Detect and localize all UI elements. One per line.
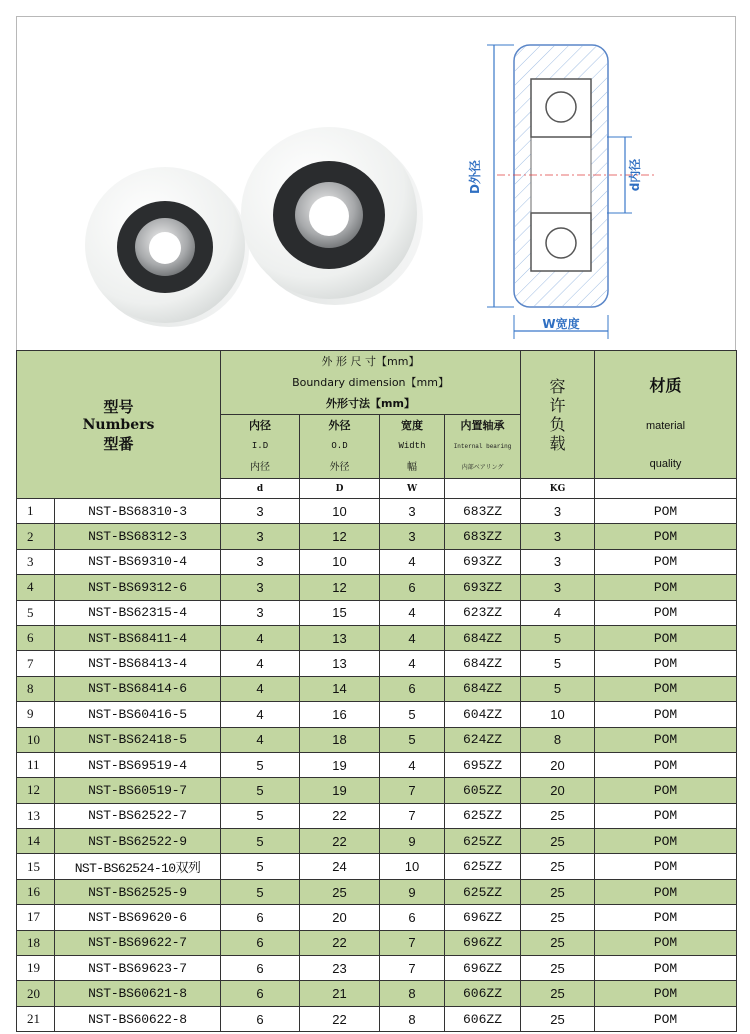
row-inner-diameter: 4	[221, 727, 300, 752]
row-load: 25	[521, 854, 595, 879]
row-material: POM	[595, 956, 737, 981]
row-width: 5	[380, 702, 445, 727]
header-id	[221, 415, 300, 479]
row-index: 6	[17, 625, 55, 650]
row-width: 4	[380, 625, 445, 650]
row-index: 18	[17, 930, 55, 955]
row-load: 20	[521, 778, 595, 803]
row-load: 25	[521, 930, 595, 955]
row-width: 4	[380, 549, 445, 574]
row-model: NST-BS60621-8	[55, 981, 221, 1006]
row-outer-diameter: 13	[300, 625, 380, 650]
header-id-jp: 内径	[250, 462, 270, 473]
row-material: POM	[595, 905, 737, 930]
row-bearing: 605ZZ	[445, 778, 521, 803]
row-model: NST-BS60622-8	[55, 1006, 221, 1031]
row-index: 4	[17, 575, 55, 600]
row-width: 9	[380, 879, 445, 904]
row-width: 5	[380, 727, 445, 752]
row-index: 2	[17, 524, 55, 549]
row-width: 8	[380, 981, 445, 1006]
row-inner-diameter: 5	[221, 778, 300, 803]
header-od	[300, 415, 380, 479]
row-model: NST-BS68413-4	[55, 651, 221, 676]
row-load: 25	[521, 879, 595, 904]
header-dimension-jp: 外形寸法【mm】	[326, 397, 415, 410]
header-bearing-cn: 内置轴承	[460, 419, 505, 432]
row-outer-diameter: 21	[300, 981, 380, 1006]
table-row	[17, 752, 737, 777]
row-model: NST-BS62315-4	[55, 600, 221, 625]
row-inner-diameter: 4	[221, 651, 300, 676]
row-outer-diameter: 13	[300, 651, 380, 676]
row-inner-diameter: 6	[221, 930, 300, 955]
header-model	[17, 351, 221, 499]
row-outer-diameter: 24	[300, 854, 380, 879]
row-bearing: 683ZZ	[445, 524, 521, 549]
row-inner-diameter: 3	[221, 575, 300, 600]
row-material: POM	[595, 549, 737, 574]
row-index: 20	[17, 981, 55, 1006]
row-outer-diameter: 23	[300, 956, 380, 981]
row-outer-diameter: 12	[300, 575, 380, 600]
row-bearing: 696ZZ	[445, 905, 521, 930]
label-outer-diameter: D外径	[468, 160, 482, 194]
row-material: POM	[595, 625, 737, 650]
table-row	[17, 778, 737, 803]
row-load: 3	[521, 524, 595, 549]
row-bearing: 684ZZ	[445, 651, 521, 676]
row-load: 3	[521, 549, 595, 574]
header-model-jp: 型番	[103, 434, 134, 453]
row-index: 1	[17, 499, 55, 524]
row-width: 10	[380, 854, 445, 879]
table-row	[17, 549, 737, 574]
row-inner-diameter: 3	[221, 524, 300, 549]
row-outer-diameter: 19	[300, 778, 380, 803]
row-index: 21	[17, 1006, 55, 1031]
row-model: NST-BS62524-10双列	[55, 854, 221, 879]
table-row	[17, 1006, 737, 1031]
row-outer-diameter: 15	[300, 600, 380, 625]
label-width: W宽度	[542, 317, 580, 331]
table-row	[17, 499, 737, 524]
row-material: POM	[595, 575, 737, 600]
row-index: 15	[17, 854, 55, 879]
header-dimension-cn: 外 形 尺 寸【mm】	[321, 355, 420, 368]
row-bearing: 683ZZ	[445, 499, 521, 524]
row-model: NST-BS62525-9	[55, 879, 221, 904]
table-row	[17, 600, 737, 625]
header-width-jp: 幅	[407, 462, 417, 473]
table-row	[17, 702, 737, 727]
row-index: 3	[17, 549, 55, 574]
row-outer-diameter: 22	[300, 1006, 380, 1031]
header-material-cn: 材质	[649, 376, 682, 395]
wheel-photo-large	[241, 127, 423, 305]
header-width-en: Width	[398, 441, 426, 451]
row-model: NST-BS60519-7	[55, 778, 221, 803]
header-symbol-material	[595, 479, 737, 499]
row-index: 12	[17, 778, 55, 803]
product-illustration	[17, 17, 737, 351]
table-row	[17, 651, 737, 676]
row-model: NST-BS62522-7	[55, 803, 221, 828]
row-bearing: 624ZZ	[445, 727, 521, 752]
row-load: 10	[521, 702, 595, 727]
row-model: NST-BS69622-7	[55, 930, 221, 955]
row-model: NST-BS62418-5	[55, 727, 221, 752]
row-index: 19	[17, 956, 55, 981]
row-width: 8	[380, 1006, 445, 1031]
row-bearing: 625ZZ	[445, 854, 521, 879]
row-width: 4	[380, 600, 445, 625]
row-material: POM	[595, 981, 737, 1006]
row-inner-diameter: 3	[221, 499, 300, 524]
row-material: POM	[595, 702, 737, 727]
table-row	[17, 575, 737, 600]
header-symbol-W: W	[380, 479, 445, 499]
table-row	[17, 803, 737, 828]
row-inner-diameter: 4	[221, 676, 300, 701]
row-bearing: 696ZZ	[445, 956, 521, 981]
table-row	[17, 879, 737, 904]
row-model: NST-BS68312-3	[55, 524, 221, 549]
row-load: 25	[521, 803, 595, 828]
row-outer-diameter: 22	[300, 829, 380, 854]
header-symbol-D: D	[300, 479, 380, 499]
wheel-photo-small	[85, 167, 249, 327]
table-row	[17, 905, 737, 930]
row-outer-diameter: 12	[300, 524, 380, 549]
row-outer-diameter: 10	[300, 499, 380, 524]
table-row	[17, 676, 737, 701]
header-width-cn: 宽度	[401, 419, 423, 432]
row-width: 3	[380, 524, 445, 549]
row-width: 3	[380, 499, 445, 524]
row-inner-diameter: 5	[221, 752, 300, 777]
row-bearing: 606ZZ	[445, 1006, 521, 1031]
row-material: POM	[595, 676, 737, 701]
row-width: 6	[380, 905, 445, 930]
row-index: 11	[17, 752, 55, 777]
row-outer-diameter: 20	[300, 905, 380, 930]
header-width	[380, 415, 445, 479]
row-load: 8	[521, 727, 595, 752]
row-width: 4	[380, 651, 445, 676]
row-width: 7	[380, 803, 445, 828]
header-od-jp: 外径	[329, 462, 350, 473]
row-inner-diameter: 3	[221, 600, 300, 625]
row-load: 25	[521, 905, 595, 930]
row-load: 20	[521, 752, 595, 777]
row-model: NST-BS68411-4	[55, 625, 221, 650]
row-bearing: 625ZZ	[445, 829, 521, 854]
row-outer-diameter: 10	[300, 549, 380, 574]
row-width: 7	[380, 778, 445, 803]
row-index: 5	[17, 600, 55, 625]
header-id-cn: 内径	[249, 419, 271, 432]
header-symbol-kg: KG	[521, 479, 595, 499]
header-load-text: 容许负载	[549, 376, 566, 453]
row-inner-diameter: 4	[221, 702, 300, 727]
row-outer-diameter: 22	[300, 930, 380, 955]
row-outer-diameter: 22	[300, 803, 380, 828]
row-index: 14	[17, 829, 55, 854]
row-inner-diameter: 6	[221, 905, 300, 930]
header-symbol-bearing	[445, 479, 521, 499]
row-material: POM	[595, 727, 737, 752]
product-image-panel	[16, 16, 736, 350]
table-row	[17, 956, 737, 981]
row-bearing: 684ZZ	[445, 676, 521, 701]
row-load: 5	[521, 676, 595, 701]
row-model: NST-BS68310-3	[55, 499, 221, 524]
row-bearing: 623ZZ	[445, 600, 521, 625]
header-symbol-d: d	[221, 479, 300, 499]
row-model: NST-BS69623-7	[55, 956, 221, 981]
row-bearing: 693ZZ	[445, 575, 521, 600]
row-index: 16	[17, 879, 55, 904]
header-od-en: O.D	[331, 441, 348, 451]
row-width: 6	[380, 676, 445, 701]
row-load: 4	[521, 600, 595, 625]
row-material: POM	[595, 879, 737, 904]
row-index: 9	[17, 702, 55, 727]
row-bearing: 696ZZ	[445, 930, 521, 955]
row-width: 7	[380, 930, 445, 955]
row-model: NST-BS69310-4	[55, 549, 221, 574]
row-load: 5	[521, 625, 595, 650]
header-model-cn: 型号	[103, 397, 134, 416]
spec-table	[16, 350, 737, 1032]
row-material: POM	[595, 803, 737, 828]
header-od-cn: 外径	[328, 419, 351, 432]
header-bearing-jp: 内部ベアリング	[461, 464, 504, 471]
row-width: 7	[380, 956, 445, 981]
row-width: 4	[380, 752, 445, 777]
row-width: 6	[380, 575, 445, 600]
row-bearing: 695ZZ	[445, 752, 521, 777]
header-dimension-en: Boundary dimension【mm】	[292, 376, 449, 389]
table-row	[17, 524, 737, 549]
table-row	[17, 930, 737, 955]
row-load: 25	[521, 981, 595, 1006]
row-load: 25	[521, 1006, 595, 1031]
row-outer-diameter: 16	[300, 702, 380, 727]
row-material: POM	[595, 854, 737, 879]
header-quality-en: quality	[649, 458, 682, 470]
row-inner-diameter: 6	[221, 956, 300, 981]
label-inner-diameter: d内径	[628, 158, 642, 192]
row-material: POM	[595, 600, 737, 625]
header-material-en: material	[645, 420, 686, 432]
table-row	[17, 727, 737, 752]
table-row	[17, 854, 737, 879]
cross-section-drawing	[467, 45, 657, 339]
row-bearing: 625ZZ	[445, 879, 521, 904]
row-outer-diameter: 19	[300, 752, 380, 777]
table-row	[17, 625, 737, 650]
row-inner-diameter: 6	[221, 1006, 300, 1031]
header-bearing	[445, 415, 521, 479]
row-index: 10	[17, 727, 55, 752]
table-row	[17, 829, 737, 854]
header-bearing-en: Internal bearing	[453, 443, 512, 450]
row-model: NST-BS60416-5	[55, 702, 221, 727]
row-model: NST-BS69312-6	[55, 575, 221, 600]
header-material	[595, 351, 737, 479]
row-model: NST-BS62522-9	[55, 829, 221, 854]
row-outer-diameter: 18	[300, 727, 380, 752]
row-bearing: 625ZZ	[445, 803, 521, 828]
table-row	[17, 981, 737, 1006]
row-index: 13	[17, 803, 55, 828]
row-inner-diameter: 6	[221, 981, 300, 1006]
row-material: POM	[595, 778, 737, 803]
row-material: POM	[595, 829, 737, 854]
row-inner-diameter: 5	[221, 854, 300, 879]
row-material: POM	[595, 524, 737, 549]
row-model: NST-BS69519-4	[55, 752, 221, 777]
row-bearing: 604ZZ	[445, 702, 521, 727]
row-load: 25	[521, 829, 595, 854]
row-load: 5	[521, 651, 595, 676]
row-material: POM	[595, 752, 737, 777]
row-material: POM	[595, 499, 737, 524]
row-material: POM	[595, 1006, 737, 1031]
row-inner-diameter: 4	[221, 625, 300, 650]
row-inner-diameter: 5	[221, 879, 300, 904]
row-material: POM	[595, 651, 737, 676]
row-inner-diameter: 3	[221, 549, 300, 574]
row-inner-diameter: 5	[221, 829, 300, 854]
row-index: 17	[17, 905, 55, 930]
row-outer-diameter: 25	[300, 879, 380, 904]
row-model: NST-BS68414-6	[55, 676, 221, 701]
row-material: POM	[595, 930, 737, 955]
header-load	[521, 351, 595, 479]
row-outer-diameter: 14	[300, 676, 380, 701]
row-bearing: 693ZZ	[445, 549, 521, 574]
row-load: 3	[521, 499, 595, 524]
row-index: 8	[17, 676, 55, 701]
row-load: 3	[521, 575, 595, 600]
header-dimension	[221, 351, 521, 415]
row-index: 7	[17, 651, 55, 676]
row-width: 9	[380, 829, 445, 854]
row-bearing: 684ZZ	[445, 625, 521, 650]
header-id-en: I.D	[251, 441, 269, 451]
row-bearing: 606ZZ	[445, 981, 521, 1006]
row-load: 25	[521, 956, 595, 981]
row-inner-diameter: 5	[221, 803, 300, 828]
header-model-en: Numbers	[82, 416, 155, 433]
row-model: NST-BS69620-6	[55, 905, 221, 930]
